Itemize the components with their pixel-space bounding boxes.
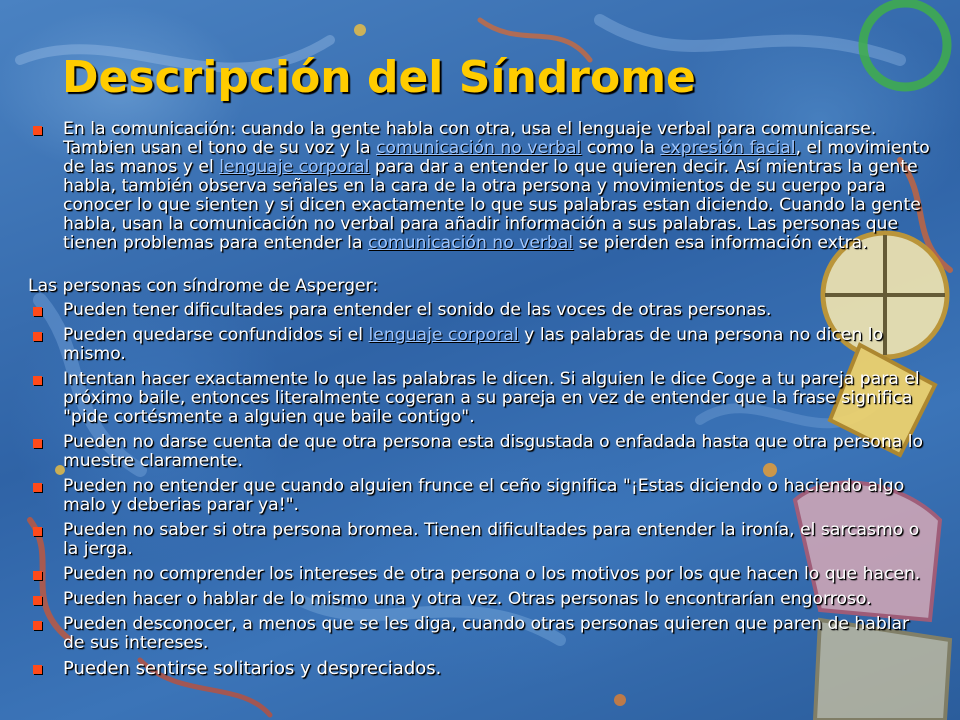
list-item: [28, 477, 933, 515]
square-bullet-icon: [33, 439, 42, 448]
square-bullet-icon: [33, 126, 42, 135]
square-bullet-icon: [33, 527, 42, 536]
square-bullet-icon: [33, 376, 42, 385]
list-item-text: Pueden quedarse confundidos si el: [63, 325, 369, 345]
slide-body: [28, 120, 933, 684]
intro-paragraph: [28, 120, 933, 253]
list-item-text: Pueden hacer o hablar de lo mismo una y otra vez. Otras personas lo encontrarían engorroso.: [63, 589, 872, 609]
link-expresion-facial[interactable]: expresión facial: [660, 138, 796, 158]
list-item-text: y las palabras de una persona no dicen lo mismo.: [63, 325, 884, 364]
list-item: [28, 659, 933, 678]
intro-text-2: como la: [581, 138, 661, 158]
square-bullet-icon: [33, 307, 42, 316]
list-item: [28, 326, 933, 364]
link-lenguaje-corporal[interactable]: lenguaje corporal: [219, 157, 370, 177]
square-bullet-icon: [33, 621, 42, 630]
link-comunicacion-no-verbal[interactable]: comunicación no verbal: [376, 138, 582, 158]
list-item: [28, 565, 933, 584]
list-item: [28, 301, 933, 320]
square-bullet-icon: [33, 596, 42, 605]
intro-text-1: En la comunicación: cuando la gente habla con otra, usa el lenguaje verbal para comunicarse. Tambien usan el tono de su voz y la: [63, 119, 877, 158]
list-item: [28, 433, 933, 471]
bullet-list: [28, 301, 933, 678]
link-lenguaje-corporal-2[interactable]: lenguaje corporal: [368, 325, 519, 345]
list-item: [28, 521, 933, 559]
list-item: [28, 590, 933, 609]
list-item-text: Pueden tener dificultades para entender el sonido de las voces de otras personas.: [63, 300, 772, 320]
list-item-text: Pueden sentirse solitarios y despreciados.: [63, 658, 442, 679]
square-bullet-icon: [33, 665, 42, 674]
subheading: Las personas con síndrome de Asperger:: [28, 276, 379, 296]
list-item-text: Pueden no saber si otra persona bromea. Tienen dificultades para entender la ironía, el sarcasmo o la jerga.: [63, 520, 920, 559]
list-item: [28, 615, 933, 653]
link-comunicacion-no-verbal-2[interactable]: comunicación no verbal: [367, 233, 574, 253]
list-item: [28, 370, 933, 427]
square-bullet-icon: [33, 332, 42, 341]
list-item-text: Pueden no entender que cuando alguien frunce el ceño significa "¡Estas diciendo o haciendo algo malo y deberias parar ya!".: [63, 476, 905, 515]
square-bullet-icon: [33, 483, 42, 492]
intro-text-4: para dar a entender lo que quieren decir. Así mientras la gente habla, también observa señales en la cara de la otra persona y movimientos de su cuerpo para conocer lo que sienten y si dicen exactamente lo que sus palabras estan diciendo. Cuando la gente habla, usan la comunicación no verbal para añadir información a sus palabras. Las personas que tienen problemas para entender la: [63, 157, 921, 253]
list-item-text: Pueden no comprender los intereses de otra persona o los motivos por los que hacen lo que hacen.: [63, 564, 921, 584]
list-item-text: Pueden no darse cuenta de que otra persona esta disgustada o enfadada hasta que otra persona lo muestre claramente.: [63, 432, 923, 471]
intro-text-3: , el movimiento de las manos y el: [63, 138, 930, 177]
square-bullet-icon: [33, 571, 42, 580]
intro-text-5: se pierden esa información extra.: [573, 233, 868, 253]
list-item-text: Pueden desconocer, a menos que se les diga, cuando otras personas quieren que paren de hablar de sus intereses.: [63, 614, 910, 653]
list-item-text: Intentan hacer exactamente lo que las palabras le dicen. Si alguien le dice Coge a tu pareja para el próximo baile, entonces literalmente cogeran a su pareja en vez de entender que la frase significa "pide cortésmente a alguien que baile contigo".: [63, 369, 920, 427]
slide-title: Descripción del Síndrome: [62, 52, 696, 103]
